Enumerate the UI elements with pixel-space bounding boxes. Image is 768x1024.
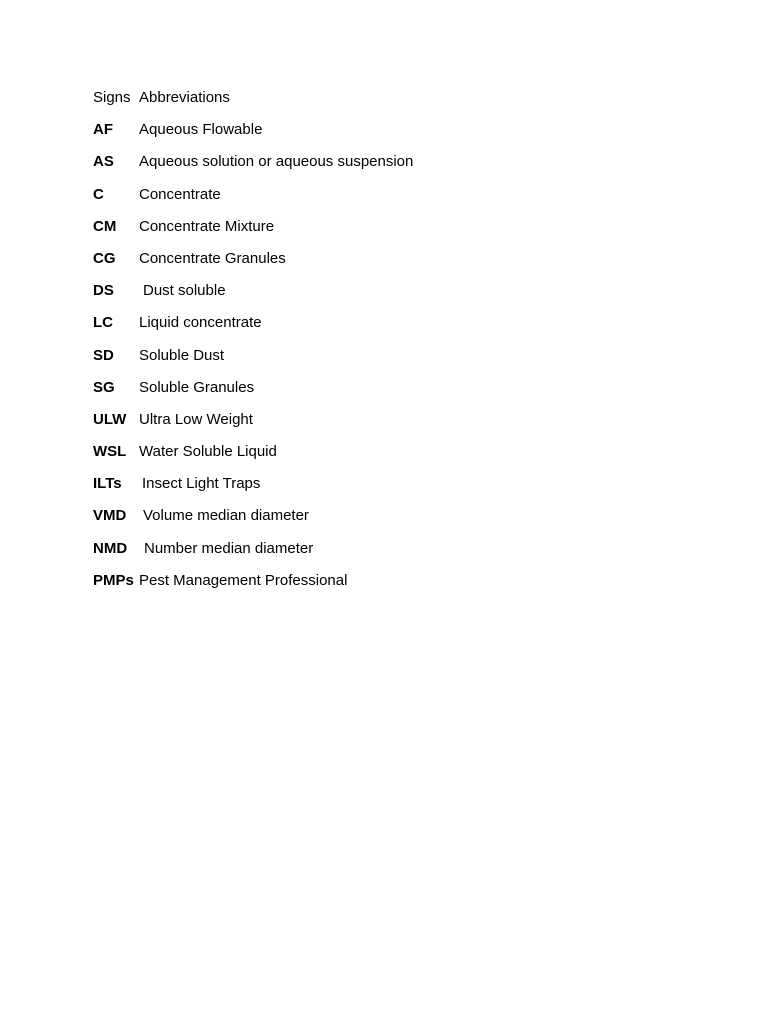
abbreviation-sign: NMD: [93, 539, 128, 557]
abbreviation-sign: CM: [93, 217, 117, 235]
abbreviation-sign: WSL: [93, 443, 127, 461]
abbreviation-meaning: Concentrate Mixture: [139, 217, 275, 235]
abbreviation-sign: PMPs: [93, 571, 134, 589]
abbreviation-sign: VMD: [93, 507, 127, 525]
abbreviation-sign: CG: [93, 249, 116, 267]
list-item: [93, 410, 413, 442]
list-item: [93, 539, 413, 571]
abbreviation-meaning: Water Soluble Liquid: [139, 443, 277, 461]
abbreviation-meaning: Concentrate: [139, 185, 221, 203]
abbreviation-meaning: Soluble Dust: [139, 346, 225, 364]
abbreviation-meaning: Insect Light Traps: [142, 475, 261, 493]
abbreviation-sign: ULW: [93, 410, 127, 428]
abbreviation-sign: ILTs: [93, 475, 122, 493]
list-item: [93, 152, 413, 184]
list-item: [93, 313, 413, 345]
abbreviation-meaning: Aqueous solution or aqueous suspension: [139, 153, 414, 171]
header-sign: Signs: [93, 89, 131, 106]
abbreviation-meaning: Ultra Low Weight: [139, 410, 253, 428]
abbreviation-sign: AF: [93, 121, 113, 139]
abbreviation-sign: SG: [93, 378, 115, 396]
list-item: [93, 346, 413, 378]
list-item: [93, 378, 413, 410]
abbreviations-list: [93, 88, 413, 603]
list-item: [93, 281, 413, 313]
abbreviation-sign: AS: [93, 153, 114, 171]
list-item: [93, 249, 413, 281]
list-item: [93, 120, 413, 152]
list-header: [93, 88, 413, 120]
abbreviation-meaning: Number median diameter: [144, 539, 314, 557]
list-item: [93, 506, 413, 538]
list-item: [93, 442, 413, 474]
list-item: [93, 217, 413, 249]
abbreviation-sign: C: [93, 185, 104, 203]
abbreviation-sign: SD: [93, 346, 114, 364]
abbreviation-sign: LC: [93, 314, 113, 332]
abbreviation-meaning: Volume median diameter: [143, 507, 309, 525]
header-meaning: Abbreviations: [139, 89, 230, 106]
abbreviation-meaning: Dust soluble: [143, 282, 226, 300]
abbreviation-sign: DS: [93, 282, 114, 300]
abbreviation-meaning: Soluble Granules: [139, 378, 255, 396]
abbreviation-meaning: Liquid concentrate: [139, 314, 262, 332]
list-item: [93, 571, 413, 603]
abbreviation-meaning: Pest Management Professional: [139, 571, 348, 589]
list-item: [93, 474, 413, 506]
abbreviation-meaning: Aqueous Flowable: [139, 121, 263, 139]
abbreviation-meaning: Concentrate Granules: [139, 249, 286, 267]
list-item: [93, 185, 413, 217]
